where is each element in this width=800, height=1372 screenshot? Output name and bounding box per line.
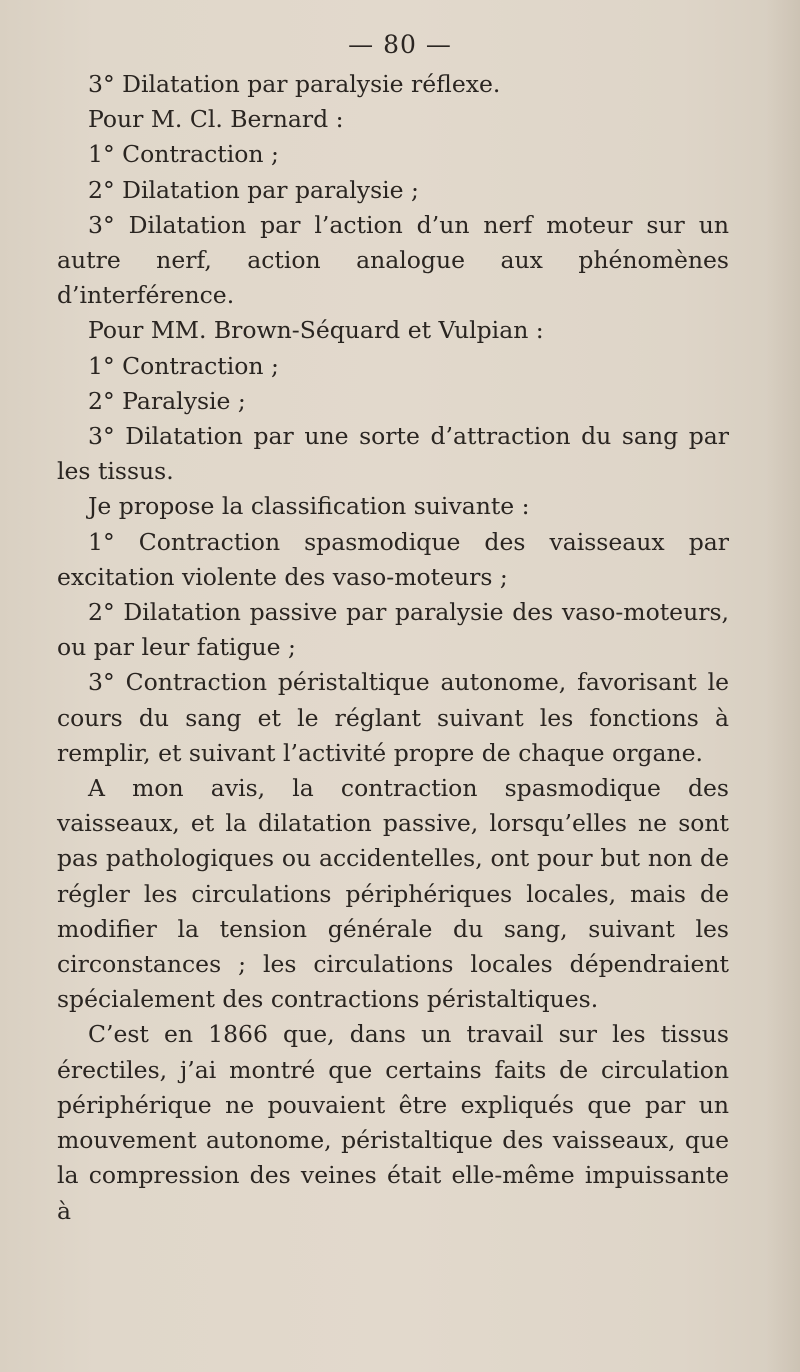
paragraph: 3° Dilatation par une sorte d’attraction du sang par les tissus. bbox=[57, 422, 729, 486]
paragraph: 1° Contraction ; bbox=[88, 140, 279, 169]
paragraph: A mon avis, la contraction spasmodique des vaisseaux, et la dilatation passive, lorsqu’elles ne sont pas pathologiques ou accidentelles, ont pour but non de régler les circulations périphériques locales, mais de modifier la tension générale du sang, suivant les circonstances ; les circulations locales dépendraient spécialement des contractions péristaltiques. bbox=[57, 774, 729, 1014]
paragraph: 1° Contraction spasmodique des vaisseaux par excitation violente des vaso-moteurs ; bbox=[57, 527, 729, 591]
paragraph: Pour MM. Brown-Séquard et Vulpian : bbox=[88, 316, 544, 345]
paragraph: C’est en 1866 que, dans un travail sur les tissus érectiles, j’ai montré que certains faits de circulation périphérique ne pouvaient être expliqués que par un mouvement autonome, péristaltique des vaisseaux, que la compression des veines était elle-même impuissante à bbox=[57, 1020, 729, 1225]
paragraph: Pour M. Cl. Bernard : bbox=[88, 105, 344, 134]
paragraph: 2° Paralysie ; bbox=[88, 386, 246, 415]
paragraph: 1° Contraction ; bbox=[88, 351, 279, 380]
paragraph: 2° Dilatation passive par paralysie des vaso-moteurs, ou par leur fatigue ; bbox=[57, 598, 729, 662]
paragraph: 3° Dilatation par l’action d’un nerf moteur sur un autre nerf, action analogue aux phénomènes d’interférence. bbox=[57, 210, 729, 310]
page-number: — 80 — bbox=[348, 30, 452, 59]
page-body bbox=[57, 67, 729, 1229]
paragraph: Je propose la classification suivante : bbox=[88, 492, 530, 521]
paragraph: 3° Dilatation par paralysie réflexe. bbox=[88, 70, 501, 98]
paragraph: 3° Contraction péristaltique autonome, favorisant le cours du sang et le réglant suivant les fonctions à remplir, et suivant l’activité propre de chaque organe. bbox=[57, 668, 729, 767]
paragraph: 2° Dilatation par paralysie ; bbox=[88, 175, 419, 204]
page-edge-shadow bbox=[766, 0, 800, 1372]
